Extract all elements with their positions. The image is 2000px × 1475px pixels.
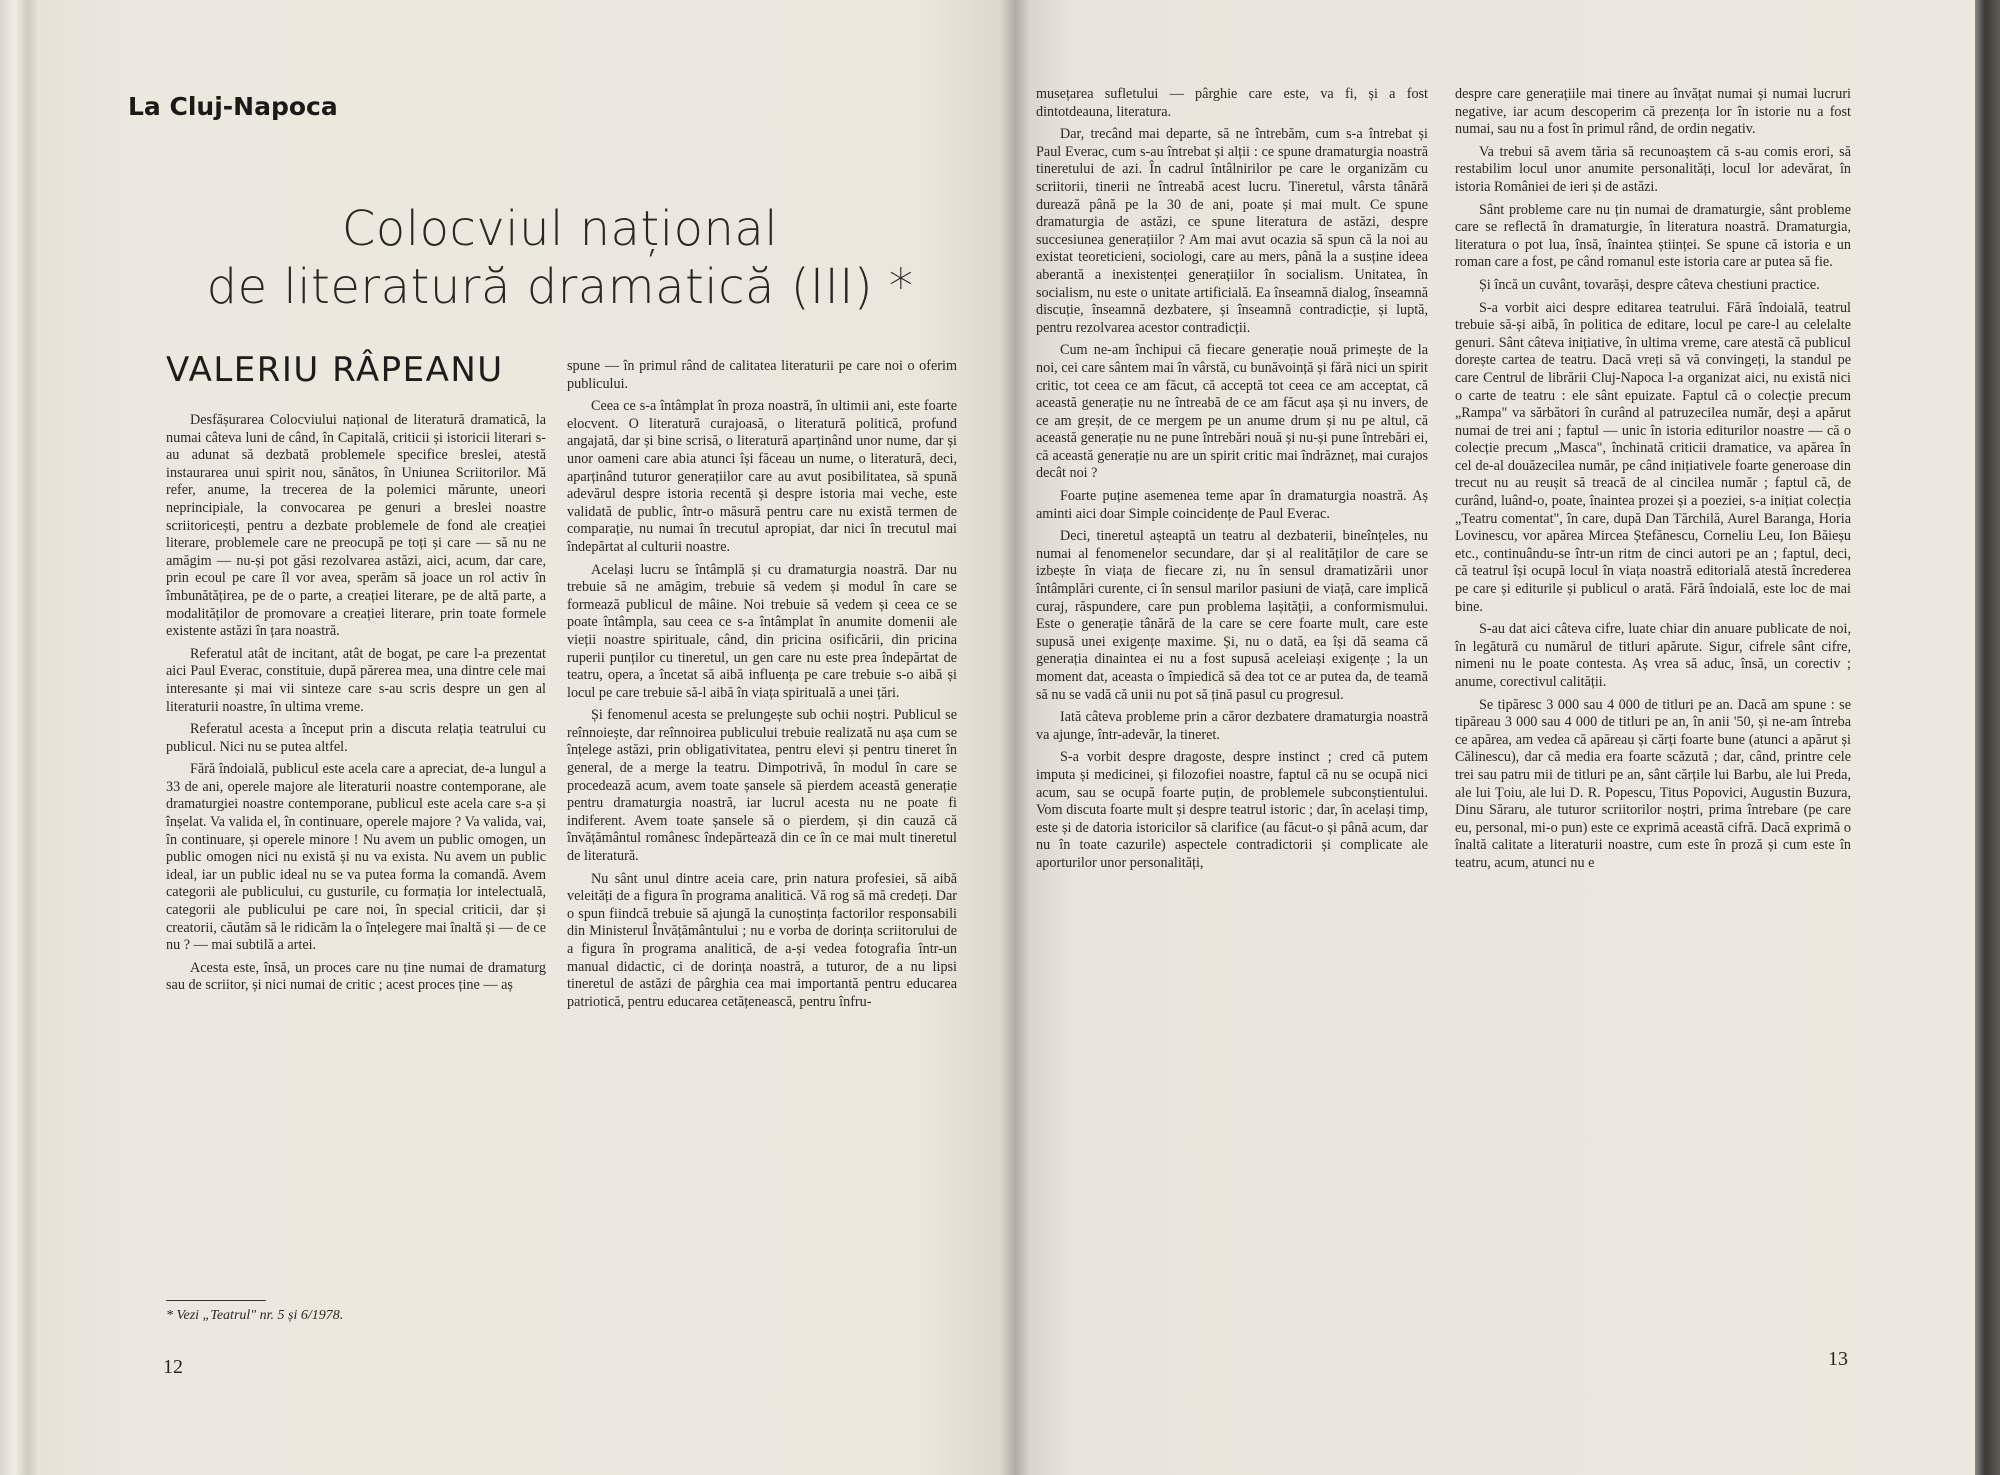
title-line-2: de literatură dramatică (III) * — [206, 259, 914, 315]
author-name: VALERIU RÂPEANU — [166, 350, 504, 390]
paragraph: Foarte puține asemenea teme apar în dramaturgia noastră. Aș aminti aici doar Simple coincidențe de Paul Everac. — [1036, 488, 1428, 522]
section-kicker: La Cluj-Napoca — [128, 92, 338, 121]
book-fore-edge — [1975, 0, 2000, 1475]
paragraph: Ceea ce s-a întâmplat în proza noastră, în ultimii ani, este foarte elocvent. O literatură curajoasă, o literatură politică, profund angajată, dar și bine scrisă, o literatură aparținând unor nume, dar și unor oameni care abia atunci își făceau un nume, o literatură, deci, aparținând tuturor generațiilor care au avut posibilitatea, să spună adevărul despre istoria recentă și despre istoria mai veche, este validată de public, într-o măsură pentru care nu există termen de comparație, nu numai în trecutul apropiat, dar nici în trecutul mai îndepărtat al culturii noastre. — [567, 398, 957, 555]
paragraph: Sânt probleme care nu țin numai de dramaturgie, sânt probleme care se reflectă în dramaturgie, în literatura noastră. Dramaturgia, literatura o pot lua, însă, înaintea științei. Se spune că istoria e un roman care a fost, pe când romanul este istoria care ar putea să fie. — [1455, 201, 1851, 271]
paragraph: S-a vorbit aici despre editarea teatrului. Fără îndoială, teatrul trebuie să-și aibă, în politica de editare, locul pe care-l au celelalte genuri. Sânt câteva inițiative, în ultima vreme, care atestă că publicul dorește cartea de teatru. Dacă vreți să vă convingeți, la standul pe care Centrul de librării Cluj-Napoca l-a organizat aici, nu există nici o carte de teatru : ele sânt epuizate. Faptul că o colecție precum „Rampa" va sărbători în curând al patruzecilea număr, deși a apărut numai de trei ani ; faptul — unic în istoria editurilor noastre — că o colecție precum „Masca", închinată criticii dramatice, va apărea în cel de-al douăzecilea număr, pe când inițiativele foarte generoase din trecut nu au reușit să treacă de al cincilea număr ; faptul că, de curând, luând-o, poate, înaintea prozei și a poeziei, s-a inițiat colecția „Teatru comentat", în care, după Dan Tărchilă, Aurel Baranga, Horia Lovinescu, vor apărea Mircea Ștefănescu, Corneliu Leu, Ion Băieșu etc., continuându-se într-un ritm de cinci autori pe an ; faptul, deci, că teatrul își ocupă locul în viața noastră editorială atestă încrederea pe care și editurile și publicul o arată. Fără îndoială, este loc de mai bine. — [1455, 299, 1851, 615]
paragraph: Și încă un cuvânt, tovarăși, despre câteva chestiuni practice. — [1479, 276, 1820, 293]
paragraph: Acesta este, însă, un proces care nu ține numai de dramaturg sau de scriitor, și nici numai de critic ; acest proces ține — aș — [166, 959, 546, 994]
footnote-rule — [166, 1300, 266, 1301]
paragraph: Desfășurarea Colocviului național de literatură dramatică, la numai câteva luni de când, în Capitală, criticii și istoricii literari s-au adunat să dezbată problemele specifice breslei, atestă instaurarea unui spirit nou, sănătos, în Uniunea Scriitorilor. Mă refer, anume, la trecerea de la polemici mărunte, uneori neprincipiale, la convocarea pe genuri a breslei noastre scriitoricești, pentru a dezbate problemele de fond ale creației literare, problemele care ne preocupă pe toți și care — să nu ne amăgim — nu-și pot găsi rezolvarea astăzi, aici, acum, dar care, prin ecoul pe care îl vor avea, sperăm să joace un rol activ în îmbunătățirea, pe de o parte, a creației literare, pe de altă parte, a modalităților de promovare a creației literare, prin toate formele existente astăzi în țara noastră. — [166, 412, 546, 640]
paragraph: Referatul acesta a început prin a discuta relația teatrului cu publicul. Nici nu se putea altfel. — [166, 721, 546, 755]
paragraph: Și fenomenul acesta se prelungește sub ochii noștri. Publicul se reînnoiește, dar reînnoirea publicului trebuie realizată nu așa cum se înțelege astăzi, prin obligativitatea, pentru elevi și pentru tineret în general, de a merge la teatru. Dimpotrivă, în modul în care se procedează acum, avem toate șansele să pierdem această generație pentru dramaturgia noastră, iar lucrul acesta nu ne poate fi indiferent. Avem toate șansele să o pierdem, și din cauză că învățământul românesc îndepărtează din ce în ce mai mult tineretul de literatură. — [567, 707, 957, 865]
paragraph: Nu sânt unul dintre aceia care, prin natura profesiei, să aibă veleități de a figura în programa analitică. Vă rog să mă credeți. Dar o spun fiindcă trebuie să ajungă la cunoștința factorilor responsabili din Ministerul Învățământului ; nu e vorba de dorința scriitorului de a figura în programa analitică, de a-și vedea fotografia într-un manual didactic, ci de dorința noastră, a tuturor, de a nu lipsi tineretul de astăzi de pârghia cea mai importantă pentru educarea patriotică, pentru educarea cetățenească, pentru înfru- — [567, 870, 957, 1010]
paragraph: S-au dat aici câteva cifre, luate chiar din anuare publicate de noi, în legătură cu numărul de titluri apărute. Sigur, cifrele sânt cifre, nimeni nu le poate contesta. Aș vrea să aduc, însă, un corectiv ; anume, corectivul calității. — [1455, 621, 1851, 690]
paragraph: Va trebui să avem tăria să recunoaștem că s-au comis erori, să restabilim locul unor anumite personalități, locul lor adevărat, în istoria României de ieri și de astăzi. — [1455, 143, 1851, 195]
footnote: * Vezi „Teatrul" nr. 5 și 6/1978. — [166, 1308, 344, 1323]
page-number-left: 12 — [163, 1356, 183, 1378]
article-title — [200, 200, 920, 316]
paragraph: Se tipăresc 3 000 sau 4 000 de titluri pe an. Dacă am spune : se tipăreau 3 000 sau 4 000 de titluri pe an, în anii '50, și ne-am întreba ce apărea, am vedea că apăreau și cărți foarte bune (atunci a apărut și Călinescu), dar că media era foarte scăzută ; dar, când, printre cele trei sau patru mii de titluri pe an, sânt cărțile lui Barbu, ale lui Preda, ale lui Țoiu, ale lui D. R. Popescu, Titus Popovici, Augustin Buzura, Dinu Săraru, ale tuturor scriitorilor noștri, prima întrebare (pe care eu, personal, mi-o pun) este ce exprimă această cifră. Dacă exprimă o înaltă calitate a literaturii noastre, cum este în proză și cum este în teatru, acum, atunci nu e — [1455, 696, 1851, 871]
paragraph: Iată câteva probleme prin a căror dezbatere dramaturgia noastră va ajunge, într-adevăr, la tineret. — [1036, 709, 1428, 743]
paragraph: musețarea sufletului — pârghie care este, va fi, și a fost dintotdeauna, literatura. — [1036, 86, 1428, 120]
paragraph: Cum ne-am închipui că fiecare generație nouă primește de la noi, cei care sântem mai în vârstă, cu bunăvoință și fără nici un spirit critic, tot ceea ce am făcut, că acceptă tot ceea ce am acceptat, că această generație nu ne întreabă de ce am făcut așa și nu invers, de ce am greșit, de ce mergem pe un anume drum și nu pe altul, că această generație nu ne pune întrebări nouă și nu-și pune întrebări ei, că această generație nu are un spirit critic mai îndrăzneț, mai curajos decât noi ? — [1036, 342, 1428, 482]
text-column-4 — [1455, 86, 1851, 878]
book-binding-edge — [0, 0, 40, 1475]
paragraph: S-a vorbit despre dragoste, despre instinct ; cred că putem imputa și medicinei, și filozofiei noastre, faptul că nu se ocupă nici acum, sau se ocupă foarte puțin, de problemele subconștientului. Vom discuta foarte mult și despre teatrul istoric ; dar, în același timp, este și de datoria istoricilor să clarifice (au făcut-o și până acum, dar nu în toate cazurile) aspectele contradictorii și complicate ale aporturilor unor personalități, — [1036, 749, 1428, 871]
paragraph: spune — în primul rând de calitatea literaturii pe care noi o oferim publicului. — [567, 358, 957, 392]
paragraph: Referatul atât de incitant, atât de bogat, pe care l-a prezentat aici Paul Everac, constituie, după părerea mea, una dintre cele mai interesante și mai vii sinteze care s-au scris despre un gen al literaturii noastre, în ultima vreme. — [166, 645, 546, 715]
paragraph: Dar, trecând mai departe, să ne întrebăm, cum s-a întrebat și Paul Everac, cum s-au întrebat și alții : ce spune dramaturgia noastră tineretului de azi. În cadrul întâlnirilor pe care le organizăm cu scriitorii, tinerii ne întreabă acest lucru. Tineretul, vârsta tânără durează până pe la 30 de ani, poate și mai mult. Ce spune dramaturgia de astăzi, ce spune literatura de astăzi, despre succesiunea generațiilor ? Am mai avut ocazia să spun că la noi au existat teoreticieni, sociologi, care au mers, până la a susține ideea aberantă a inexistenței generațiilor în socialism. Unitatea, în socialism, nu este o unitate artificială. Ea înseamnă dialog, înseamnă discuție, înseamnă dezbatere, și înseamnă contradicție, și luptă, pentru rezolvarea acestor contradicții. — [1036, 126, 1428, 336]
paragraph: Același lucru se întâmplă și cu dramaturgia noastră. Dar nu trebuie să ne amăgim, trebuie să vedem și modul în care se formează publicul de mâine. Noi trebuie să vedem și ceea ce se poate întâmpla, sau ceea ce s-a întâmplat în anumite domenii ale vieții noastre spirituale, când, din pricina osificării, din pricina ruperii punților cu tineretul, un gen care nu este prea îndepărtat de teatru, opera, a încetat să aibă influența pe care trebuie s-o aibă și locul pe care trebuie să-l aibă în viața spirituală a unei țări. — [567, 561, 957, 701]
paragraph: Fără îndoială, publicul este acela care a apreciat, de-a lungul a 33 de ani, operele majore ale literaturii noastre contemporane, ale dramaturgiei noastre contemporane, publicul este acela care s-a și înșelat. Va valida el, în continuare, operele majore ? Va valida, vai, în continuare, și operele minore ! Nu avem un public omogen, un public omogen nici nu există și nu va exista. Nu avem un public ideal, iar un public ideal nu se va putea forma la comandă. Avem categorii ale publicului, cu gusturile, cu formația lor intelectuală, categorii ale publicului pe care noi, în special criticii, dar și creatorii, căutăm să le ridicăm la o înțelegere mai înaltă și — de ce nu ? — mai subtilă a artei. — [166, 761, 546, 954]
paragraph: Deci, tineretul așteaptă un teatru al dezbaterii, bineînțeles, nu numai al fenomenelor secundare, dar și al realităților de care se izbește în viața de fiecare zi, nu în sensul dramatizării unor întâmplări curente, ci în sensul marilor pasiuni de viață, care implică curaj, răspundere, care pun problema lașității, a conformismului. Este o generație tânără de la care se cere foarte mult, care este supusă unei exigențe maxime. Și, nu o dată, ea își dă seama că generația dinaintea ei nu a fost supusă aceleiași exigențe ; la un moment dat, aceasta o împiedică să dea tot ce ar putea da, de teamă să nu se vadă că unii nu pot să țină pasul cu progresul. — [1036, 528, 1428, 703]
text-column-3 — [1036, 86, 1428, 878]
text-column-2 — [567, 358, 957, 1016]
title-line-1: Colocviul național — [341, 201, 779, 257]
page-number-right: 13 — [1828, 1348, 1848, 1370]
paragraph: despre care generațiile mai tinere au învățat numai și numai lucruri negative, iar acum descoperim că prezența lor în istorie nu a fost numai, sau nu a fost în primul rând, de ordin negativ. — [1455, 86, 1851, 138]
text-column-1 — [166, 412, 546, 1000]
book-gutter — [1000, 0, 1030, 1475]
